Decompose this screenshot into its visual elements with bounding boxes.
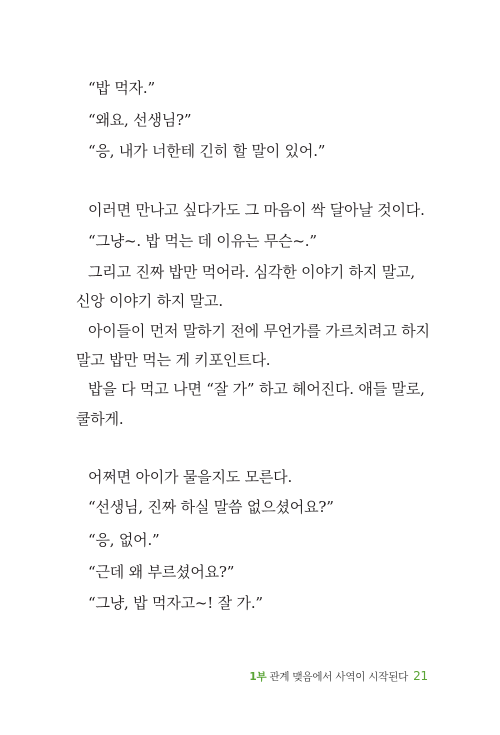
- body-line-8: 아이들이 먼저 말하기 전에 무언가를 가르치려고 하지: [88, 322, 430, 340]
- chapter-title: 관계 맺음에서 사역이 시작된다: [269, 671, 409, 683]
- body-line-6: 그리고 진짜 밥만 먹어라. 심각한 이야기 하지 말고,: [88, 263, 415, 281]
- part-label: 1부: [249, 671, 267, 683]
- body-line-12: 어쩌면 아이가 물을지도 모른다.: [88, 468, 293, 486]
- body-line-3: “응, 내가 너한테 긴히 할 말이 있어.”: [88, 142, 326, 160]
- page-number: 21: [413, 669, 428, 683]
- running-footer: [249, 669, 428, 684]
- body-line-1: “밥 먹자.”: [88, 79, 155, 97]
- body-line-2: “왜요, 선생님?”: [88, 111, 192, 129]
- body-line-4: 이러면 만나고 싶다가도 그 마음이 싹 달아날 것이다.: [88, 201, 425, 219]
- body-line-15: “근데 왜 부르셨어요?”: [88, 563, 235, 581]
- body-line-11: 쿨하게.: [76, 410, 124, 428]
- body-line-5: “그냥~. 밥 먹는 데 이유는 무슨~.”: [88, 232, 317, 250]
- body-line-7: 신앙 이야기 하지 말고.: [76, 292, 223, 310]
- body-line-13: “선생님, 진짜 하실 말씀 없으셨어요?”: [88, 498, 334, 516]
- body-line-14: “응, 없어.”: [88, 531, 160, 549]
- body-line-16: “그냥, 밥 먹자고~! 잘 가.”: [88, 594, 263, 612]
- body-line-10: 밥을 다 먹고 나면 “잘 가” 하고 헤어진다. 애들 말로,: [88, 380, 425, 398]
- body-line-9: 말고 밥만 먹는 게 키포인트다.: [76, 351, 271, 369]
